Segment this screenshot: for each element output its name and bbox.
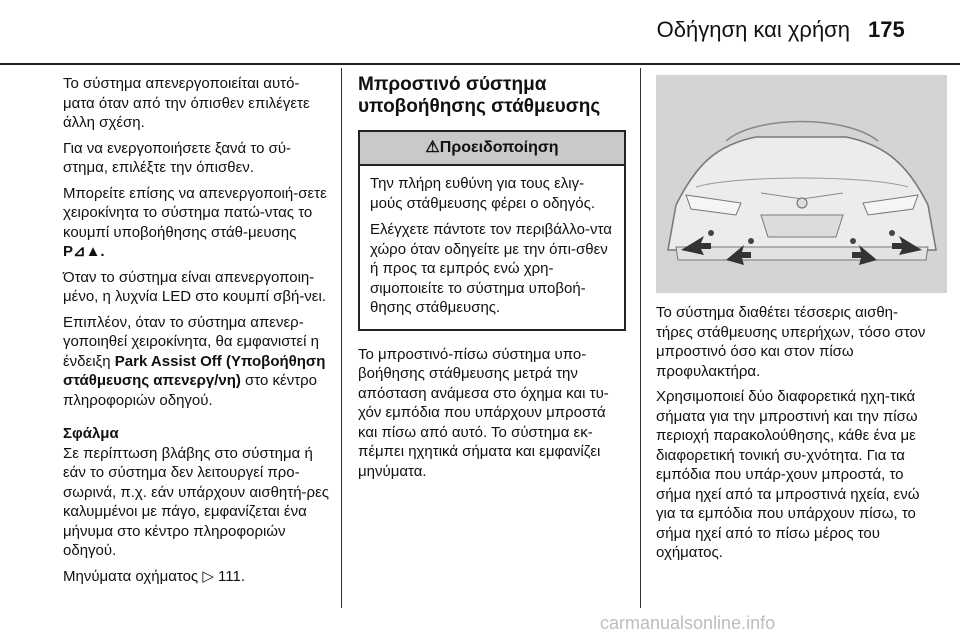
paragraph-text: Μπορείτε επίσης να απενεργοποιή-σετε χειροκίνητα το σύστημα πατώ-ντας το κουμπί υποβοήθησης στάθ-μευσης (63, 184, 327, 241)
text-column-3 (656, 303, 926, 569)
paragraph: Το σύστημα απενεργοποιείται αυτό-ματα όταν από την όπισθεν επιλέγετε άλλη σχέση. (63, 75, 310, 131)
sensor-marker (748, 238, 754, 244)
column-divider-left (341, 68, 342, 608)
watermark: carmanualsonline.info (600, 613, 776, 633)
paragraph-text: Μηνύματα οχήματος (63, 567, 199, 585)
text-column-1 (63, 74, 331, 592)
warning-title: ⚠Προειδοποίηση (360, 132, 624, 166)
header-rule (0, 63, 960, 65)
warning-box (358, 130, 626, 331)
paragraph-text: στο κέντρο πληροφοριών οδηγού. (63, 372, 318, 409)
sensor-marker (889, 230, 895, 236)
warning-paragraph: Την πλήρη ευθύνη για τους ελιγ-μούς στάθμευσης φέρει ο οδηγός. (370, 175, 596, 212)
page-title: Οδήγηση και χρήση (656, 17, 850, 42)
paragraph: Σε περίπτωση βλάβης στο σύστημα ή εάν το σύστημα δεν λειτουργεί προ-σωρινά, π.χ. εάν υπάρχουν αισθητή-ρες καλυμμένοι με πάγο, εμφανίζεται ένα μήνυμα στο κέντρο πληροφοριών οδηγού. (63, 444, 329, 559)
sensor-marker (708, 230, 714, 236)
paragraph: Όταν το σύστημα είναι απενεργοποιη-μένο, η λυχνία LED στο κουμπί σβή-νει. (63, 268, 326, 305)
text-column-2 (358, 74, 626, 487)
warning-paragraph: Ελέγχετε πάντοτε τον περιβάλλο-ντα χώρο όταν οδηγείτε με την όπι-σθεν ή προς τα εμπρός ενώ χρη-σιμοποιείτε το σύστημα υποβοή-θησης στάθμευσης. (370, 221, 612, 316)
warning-body (360, 166, 624, 329)
section-title: Μπροστινό σύστημα υποβοήθησης στάθμευσης (358, 74, 601, 117)
paragraph (63, 567, 331, 587)
park-assist-icon: P⊿▲. (63, 243, 105, 260)
car-illustration-svg (656, 75, 947, 293)
sensor-marker (850, 238, 856, 244)
paragraph: Το σύστημα διαθέτει τέσσερις αισθη-τήρες στάθμευσης υπερήχων, τόσο στον μπροστινό όσο και στον πίσω προφυλακτήρα. (656, 304, 926, 380)
page-number: 175 (868, 17, 905, 42)
paragraph (63, 313, 331, 411)
paragraph: Χρησιμοποιεί δύο διαφορετικά ηχη-τικά σήματα για την μπροστινή και την πίσω περιοχή παρακολούθησης, κάθε ένα με διαφορετική τονική συ-χνότητα. Για τα εμπόδια που υπάρ-χουν μπροστά, το σήμα ηχεί από τα μπροστινά ηχεία, ενώ για τα εμπόδια που υπάρχουν πίσω, το σήμα ηχεί από το πίσω μέρος του οχήματος. (656, 388, 920, 561)
paragraph: Για να ενεργοποιήσετε ξανά το σύ-στημα, επιλέξτε την όπισθεν. (63, 139, 292, 176)
fault-heading: Σφάλμα (63, 425, 119, 442)
display-message: Park Assist Off (Υποβοήθηση στάθμευσης απενεργ/νη) (63, 352, 326, 389)
column-divider-right (640, 68, 641, 608)
paragraph: Το μπροστινό-πίσω σύστημα υπο-βοήθησης στάθμευσης μετρά την απόσταση ανάμεσα στο όχημα και τυ-χόν εμπόδια που υπάρχουν μπροστά και πίσω από αυτό. Το σύστημα εκ-πέμπει ηχητικά σήματα και εμφανίζει μηνύματα. (358, 345, 609, 480)
car-front-sensor-illustration (656, 75, 947, 293)
paragraph-text: Επιπλέον, όταν το σύστημα απενερ-γοποιηθεί χειροκίνητα, θα εμφανιστεί η ένδειξη (63, 313, 319, 370)
page-reference-link[interactable]: ▷ 111. (202, 567, 246, 585)
paragraph (63, 184, 331, 262)
